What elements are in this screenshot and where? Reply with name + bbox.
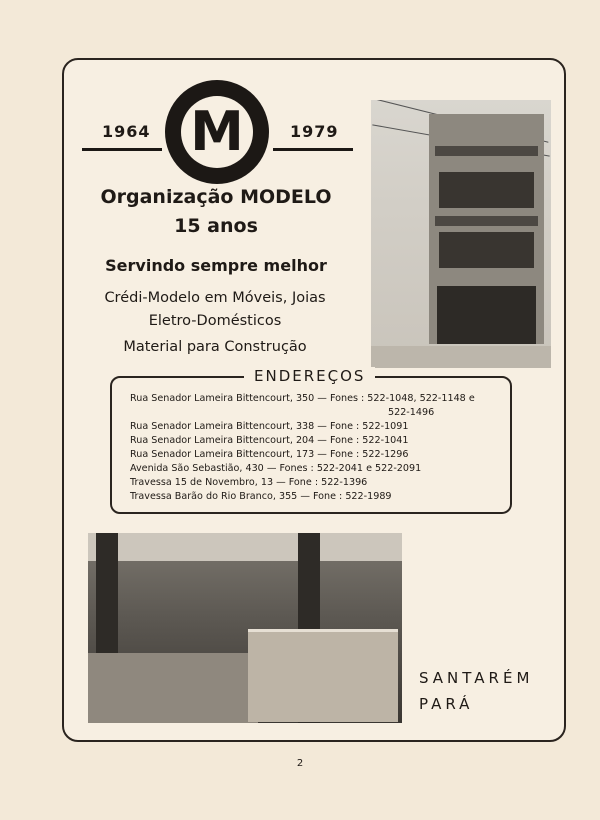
right-rule xyxy=(273,148,353,151)
address-item-continued: 522-1496 xyxy=(388,407,435,418)
address-item: Rua Senador Lameira Bittencourt, 204 — Fone : 522-1041 xyxy=(130,435,409,446)
left-rule xyxy=(82,148,162,151)
address-item: Travessa 15 de Novembro, 13 — Fone : 522-1396 xyxy=(130,477,368,488)
city-name: SANTARÉM xyxy=(419,669,534,687)
address-item: Avenida São Sebastião, 430 — Fones : 522-2041 e 522-2091 xyxy=(130,463,422,474)
state-name: PARÁ xyxy=(419,695,474,713)
logo-block xyxy=(100,78,360,188)
address-item: Rua Senador Lameira Bittencourt, 350 — Fones : 522-1048, 522-1148 e xyxy=(130,393,475,404)
building-photo xyxy=(371,100,551,368)
service-line-1: Crédi-Modelo em Móveis, Joias xyxy=(104,290,326,306)
slogan: Servindo sempre melhor xyxy=(105,256,327,275)
year-end: 1979 xyxy=(290,122,339,141)
logo-letter: M xyxy=(181,96,253,168)
addresses-heading: ENDEREÇOS xyxy=(244,367,375,385)
address-item: Travessa Barão do Rio Branco, 355 — Fone : 522-1989 xyxy=(130,491,392,502)
address-item: Rua Senador Lameira Bittencourt, 338 — Fone : 522-1091 xyxy=(130,421,409,432)
organization-name: Organização MODELO xyxy=(100,186,332,208)
address-item: Rua Senador Lameira Bittencourt, 173 — Fone : 522-1296 xyxy=(130,449,409,460)
modelo-logo-icon xyxy=(165,80,269,184)
service-line-2: Eletro-Domésticos xyxy=(148,313,282,329)
page-number: 2 xyxy=(296,758,304,769)
anniversary-text: 15 anos xyxy=(174,215,258,237)
store-interior-photo xyxy=(88,533,402,723)
year-start: 1964 xyxy=(102,122,151,141)
address-list xyxy=(130,392,500,504)
service-line-3: Material para Construção xyxy=(123,339,307,355)
